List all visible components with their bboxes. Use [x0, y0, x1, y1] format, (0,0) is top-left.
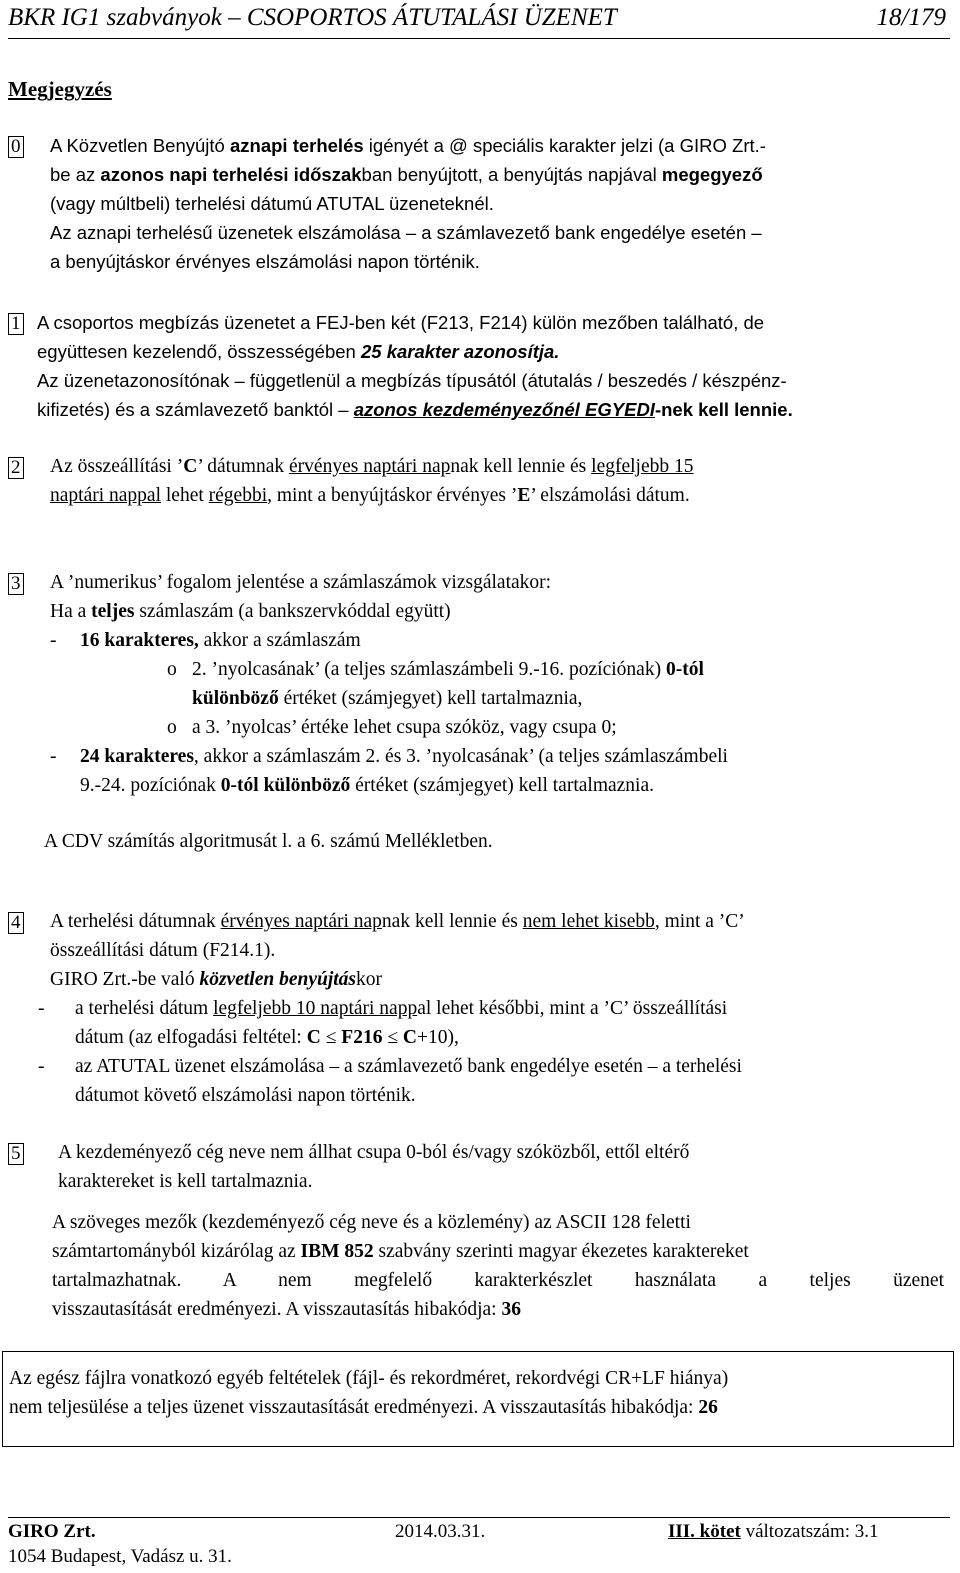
note-line: naptári nappal lehet régebbi, mint a benyújtáskor érvényes ’E’ elszámolási dátum. — [50, 485, 690, 506]
note-line: A csoportos megbízás üzenetet a FEJ-ben két (F213, F214) külön mezőben található, de — [37, 312, 765, 333]
note-number: 2 — [8, 457, 24, 479]
note-line: karaktereket is kell tartalmaznia. — [58, 1171, 313, 1192]
footer-date: 2014.03.31. — [395, 1521, 486, 1542]
note-line: visszautasítását eredményezi. A visszautasítás hibakódja: 36 — [52, 1299, 521, 1320]
list-bullet: - — [50, 746, 57, 767]
note-line: számtartományból kizárólag az IBM 852 szabvány szerinti magyar ékezetes karaktereket — [52, 1241, 749, 1262]
note-line: a benyújtáskor érvényes elszámolási napon történik. — [50, 251, 480, 272]
note-line: Az aznapi terhelésű üzenetek elszámolása – a számlavezető bank engedélye esetén – — [50, 222, 762, 243]
note-line: dátumot követő elszámolási napon történik. — [75, 1085, 416, 1106]
note-line: 16 karakteres, akkor a számlaszám — [80, 630, 361, 651]
note-number: 4 — [8, 912, 24, 934]
page-header — [8, 2, 950, 39]
note-line: összeállítási dátum (F214.1). — [50, 940, 276, 961]
note-line: A terhelési dátumnak érvényes naptári napnak kell lennie és nem lehet kisebb, mint a ’C’ — [50, 911, 745, 932]
list-bullet: - — [38, 998, 45, 1019]
note-line: (vagy múltbeli) terhelési dátumú ATUTAL üzeneteknél. — [50, 193, 494, 214]
note-line: Ha a teljes számlaszám (a bankszervkóddal együtt) — [50, 601, 451, 622]
justified-line: A szöveges mezők (kezdeményező cég neve és a közlemény) az ASCII 128 feletti — [52, 1212, 691, 1233]
note-line: kifizetés) és a számlavezető banktól – azonos kezdeményezőnél EGYEDI-nek kell lennie. — [37, 399, 793, 420]
note-line: 9.-24. pozíciónak 0-tól különböző értéket (számjegyet) kell tartalmaznia. — [80, 775, 654, 796]
note-line: 2. ’nyolcasának’ (a teljes számlaszámbeli 9.-16. pozíciónak) 0-tól — [192, 659, 704, 680]
page-number: 18/179 — [876, 4, 946, 31]
section-heading: Megjegyzés — [8, 77, 112, 101]
justified-line: tartalmazhatnak. A nem megfelelő karakterkészlet használata a teljes üzenet — [52, 1270, 944, 1291]
note-line: A Közvetlen Benyújtó aznapi terhelés igényét a @ speciális karakter jelzi (a GIRO Zrt.- — [50, 135, 766, 156]
list-bullet: o — [167, 659, 177, 680]
box-line: Az egész fájlra vonatkozó egyéb feltételek (fájl- és rekordméret, rekordvégi CR+LF hiánya) — [9, 1368, 729, 1389]
note-line: a 3. ’nyolcas’ értéke lehet csupa szóköz, vagy csupa 0; — [192, 717, 617, 738]
note-line: GIRO Zrt.-be való közvetlen benyújtáskor — [50, 969, 383, 990]
document-title: BKR IG1 szabványok – CSOPORTOS ÁTUTALÁSI ÜZENET — [8, 4, 617, 31]
note-line: az ATUTAL üzenet elszámolása – a számlavezető bank engedélye esetén – a terhelési — [75, 1056, 742, 1077]
note-line: A ’numerikus’ fogalom jelentése a számlaszámok vizsgálatakor: — [50, 572, 552, 593]
note-line: dátum (az elfogadási feltétel: C ≤ F216 ≤ C+10), — [75, 1027, 459, 1048]
note-number: 1 — [8, 313, 24, 335]
note-line: Az üzenetazonosítónak – függetlenül a megbízás típusától (átutalás / beszedés / készpénz- — [37, 370, 787, 391]
note-line: különböző értéket (számjegyet) kell tartalmaznia, — [192, 688, 583, 709]
note-number: 5 — [8, 1143, 24, 1165]
note-line: a terhelési dátum legfeljebb 10 naptári nappal lehet későbbi, mint a ’C’ összeállítási — [75, 998, 728, 1019]
note-line: 24 karakteres, akkor a számlaszám 2. és 3. ’nyolcasának’ (a teljes számlaszámbeli — [80, 746, 728, 767]
note-line: be az azonos napi terhelési időszakban benyújtott, a benyújtás napjával megegyező — [50, 164, 763, 185]
note-line: együttesen kezelendő, összességében 25 karakter azonosítja. — [37, 341, 560, 362]
footer-version: III. kötet változatszám: 3.1 — [668, 1521, 879, 1542]
note-number: 0 — [8, 136, 24, 158]
note-line: Az összeállítási ’C’ dátumnak érvényes naptári napnak kell lennie és legfeljebb 15 — [50, 456, 694, 477]
footer-address: 1054 Budapest, Vadász u. 31. — [8, 1546, 232, 1567]
note-line: A CDV számítás algoritmusát l. a 6. számú Mellékletben. — [44, 831, 493, 852]
file-conditions-box — [2, 1351, 954, 1447]
note-number: 3 — [8, 573, 24, 595]
list-bullet: - — [50, 630, 57, 651]
note-line: A kezdeményező cég neve nem állhat csupa 0-ból és/vagy szóközből, ettől eltérő — [58, 1142, 690, 1163]
list-bullet: o — [167, 717, 177, 738]
list-bullet: - — [38, 1056, 45, 1077]
footer-company: GIRO Zrt. — [8, 1521, 96, 1542]
footer-divider — [8, 1517, 950, 1518]
box-line: nem teljesülése a teljes üzenet visszautasítását eredményezi. A visszautasítás hibakódja: 26 — [9, 1397, 718, 1418]
